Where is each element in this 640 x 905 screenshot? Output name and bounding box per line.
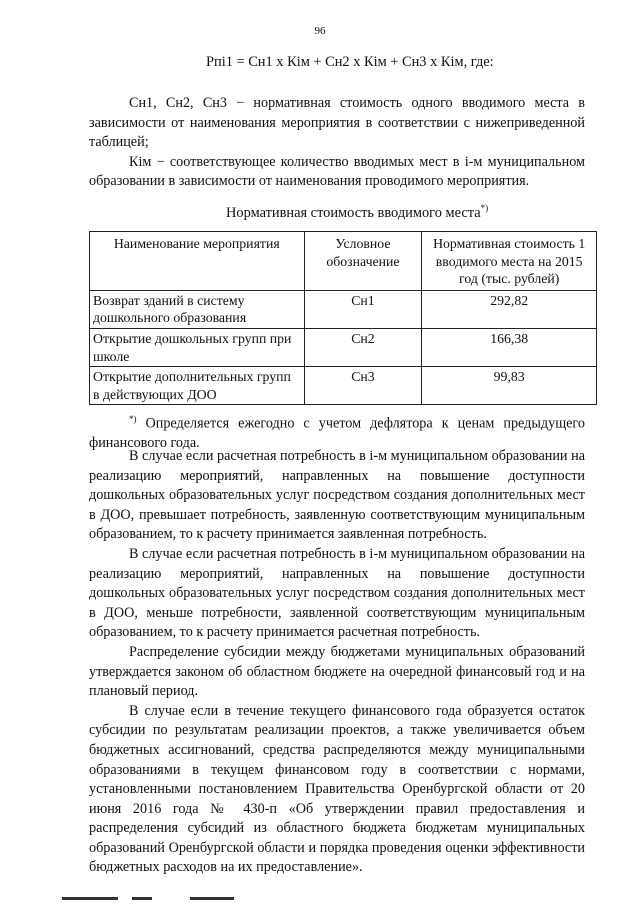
footnote-mark: *)	[129, 414, 137, 424]
header-designation: Условное обозначение	[304, 232, 422, 291]
table-caption-text: Нормативная стоимость вводимого места	[226, 204, 481, 221]
header-norm-cost: Нормативная стоимость 1 вводимого места на 2015 год (тыс. рублей)	[422, 232, 597, 291]
header-event-name: Наименование мероприятия	[90, 232, 305, 291]
paragraph-below-need: В случае если расчетная потребность в і-м муниципальном образовании на реализацию мероприятий, направленных на повышение доступности дошкольных образовательных услуг посредством создания дополнительных мест в ДОО, меньше потребности, заявленной соответствующим муниципальным образованием, то к расчету принимается расчетная потребность.	[89, 545, 585, 641]
cell-designation: Сн1	[304, 290, 422, 328]
cell-event-name: Возврат зданий в систему дошкольного образования	[90, 290, 305, 328]
cell-designation: Сн2	[304, 328, 422, 366]
definition-coefficients: Сн1, Сн2, Сн3 − нормативная стоимость одного вводимого места в зависимости от наименования мероприятия в соответствии с нижеприведенной таблицей;	[89, 95, 585, 151]
bottom-rule	[62, 897, 118, 900]
page-number: 96	[314, 25, 326, 37]
footnote-text: Определяется ежегодно с учетом дефлятора к ценам предыдущего финансового года.	[89, 415, 585, 452]
table-header-row	[90, 232, 597, 291]
table-caption-mark: *)	[480, 203, 489, 213]
table-row	[90, 328, 597, 366]
paragraph-remaining-subsidy: В случае если в течение текущего финансового года образуется остаток субсидии по результатам реализации проектов, а также увеличивается объем бюджетных ассигнований, средства распределяются между муниципальными образованиями в текущем финансовом году в соответствии с нормами, установленными постановлением Правительства Оренбургской области от 20 июня 2016 года № 430-п «Об утверждении правил предоставления и распределения субсидий из областного бюджета бюджетам муниципальных образований Оренбургской области и порядка проведения оценки эффективности бюджетных расходов на их предоставление».	[89, 702, 585, 876]
definition-places-count: Кім − соответствующее количество вводимых мест в і-м муниципальном образовании в зависимости от наименования проводимого мероприятия.	[89, 153, 585, 190]
cell-designation: Сн3	[304, 367, 422, 405]
table-row	[90, 367, 597, 405]
cell-norm-cost: 99,83	[422, 367, 597, 405]
bottom-rule	[132, 897, 152, 900]
definitions-block	[89, 94, 585, 192]
cell-norm-cost: 292,82	[422, 290, 597, 328]
paragraph-exceeds-need: В случае если расчетная потребность в і-м муниципальном образовании на реализацию мероприятий, направленных на повышение доступности дошкольных образовательных услуг посредством создания дополнительных мест в ДОО, превышает потребность, заявленную соответствующим муниципальным образованием, то к расчету принимается заявленная потребность.	[89, 448, 585, 543]
body-text	[89, 447, 585, 878]
paragraph-distribution: Распределение субсидии между бюджетами муниципальных образований утверждается законом об областном бюджете на очередной финансовый год и на плановый период.	[89, 643, 585, 700]
bottom-rule	[190, 897, 234, 900]
table-caption	[226, 199, 488, 223]
cell-event-name: Открытие дошкольных групп при школе	[90, 328, 305, 366]
norm-cost-table	[89, 231, 597, 405]
cell-event-name: Открытие дополнительных групп в действующих ДОО	[90, 367, 305, 405]
cell-norm-cost: 166,38	[422, 328, 597, 366]
table-row	[90, 290, 597, 328]
formula: Рпі1 = Сн1 х Кім + Сн2 х Кім + Сн3 х Кім, где:	[206, 54, 494, 70]
